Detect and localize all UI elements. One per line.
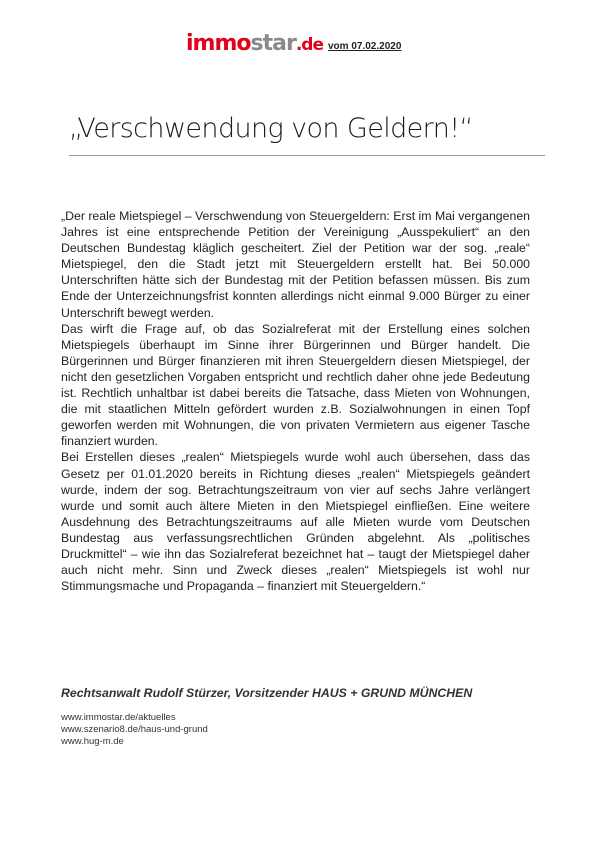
publication-date: vom 07.02.2020 bbox=[328, 41, 402, 52]
article-body bbox=[61, 208, 530, 594]
logo-part-de: .de bbox=[295, 35, 323, 55]
author-signature: Rechtsanwalt Rudolf Stürzer, Vorsitzender HAUS + GRUND MÜNCHEN bbox=[61, 686, 473, 700]
article-title: „Verschwendung von Geldern!“ bbox=[69, 113, 473, 144]
logo-part-immo: immo bbox=[186, 31, 251, 56]
logo-part-star: star bbox=[250, 31, 296, 56]
title-divider bbox=[69, 155, 545, 156]
link-szenario8[interactable]: www.szenario8.de/haus-und-grund bbox=[61, 724, 208, 735]
immostar-logo[interactable] bbox=[186, 30, 323, 59]
body-paragraph-2: Das wirft die Frage auf, ob das Sozialreferat mit der Erstellung eines solchen Mietspiegels überhaupt im Sinne ihrer Bürgerinnen und Bürger handelt. Die Bürgerinnen und Bürger finanzieren mit ihren Steuergeldern diesen Mietspiegel, der nicht den gesetzlichen Vorgaben entspricht und rechtlich daher ohne jede Bedeutung ist. Rechtlich unhaltbar ist dabei bereits die Tatsache, dass Mieten von Wohnungen, die mit staatlichen Mitteln gefördert wurden z.B. Sozialwohnungen in einen Topf geworfen werden mit Wohnungen, die von privaten Vermietern aus eigener Tasche finanziert wurden. bbox=[61, 321, 530, 449]
body-paragraph-1: „Der reale Mietspiegel – Verschwendung von Steuergeldern: Erst im Mai vergangenen Jahres ist eine entsprechende Petition der Vereinigung „Ausspekuliert“ an den Deutschen Bundestag kläglich gescheitert. Ziel der Petition war der sog. „reale“ Mietspiegel, den die Stadt jetzt mit Steuergeldern erstellt hat. Bei 50.000 Unterschriften hätte sich der Bundestag mit der Petition befassen müssen. Bis zum Ende der Unterzeichnungsfrist konnten allerdings nicht einmal 9.000 Bürger zu einer Unterschrift bewegt werden. bbox=[61, 209, 530, 320]
link-immostar[interactable]: www.immostar.de/aktuelles bbox=[61, 712, 176, 723]
body-paragraph-3: Bei Erstellen dieses „realen“ Mietspiegels wurde wohl auch übersehen, dass das Gesetz per 01.01.2020 bereits in Richtung dieses „realen“ Mietspiegels geändert wurde, indem der sog. Betrachtungszeitraum von vier auf sechs Jahre verlängert wurde und somit auch ältere Mieten in den Mietspiegel einfließen. Eine weitere Ausdehnung des Betrachtungszeitraums auf alle Mieten wurde vom Deutschen Bundestag aus verfassungsrechtlichen Gründen abgelehnt. Als „politisches Druckmittel“ – wie ihn das Sozialreferat bezeichnet hat – taugt der Mietspiegel daher auch nicht mehr. Sinn und Zweck dieses „realen“ Mietspiegels ist wohl nur Stimmungsmache und Propaganda – finanziert mit Steuergeldern.“ bbox=[61, 450, 530, 594]
link-hug-m[interactable]: www.hug-m.de bbox=[61, 736, 124, 747]
source-links bbox=[61, 712, 208, 748]
